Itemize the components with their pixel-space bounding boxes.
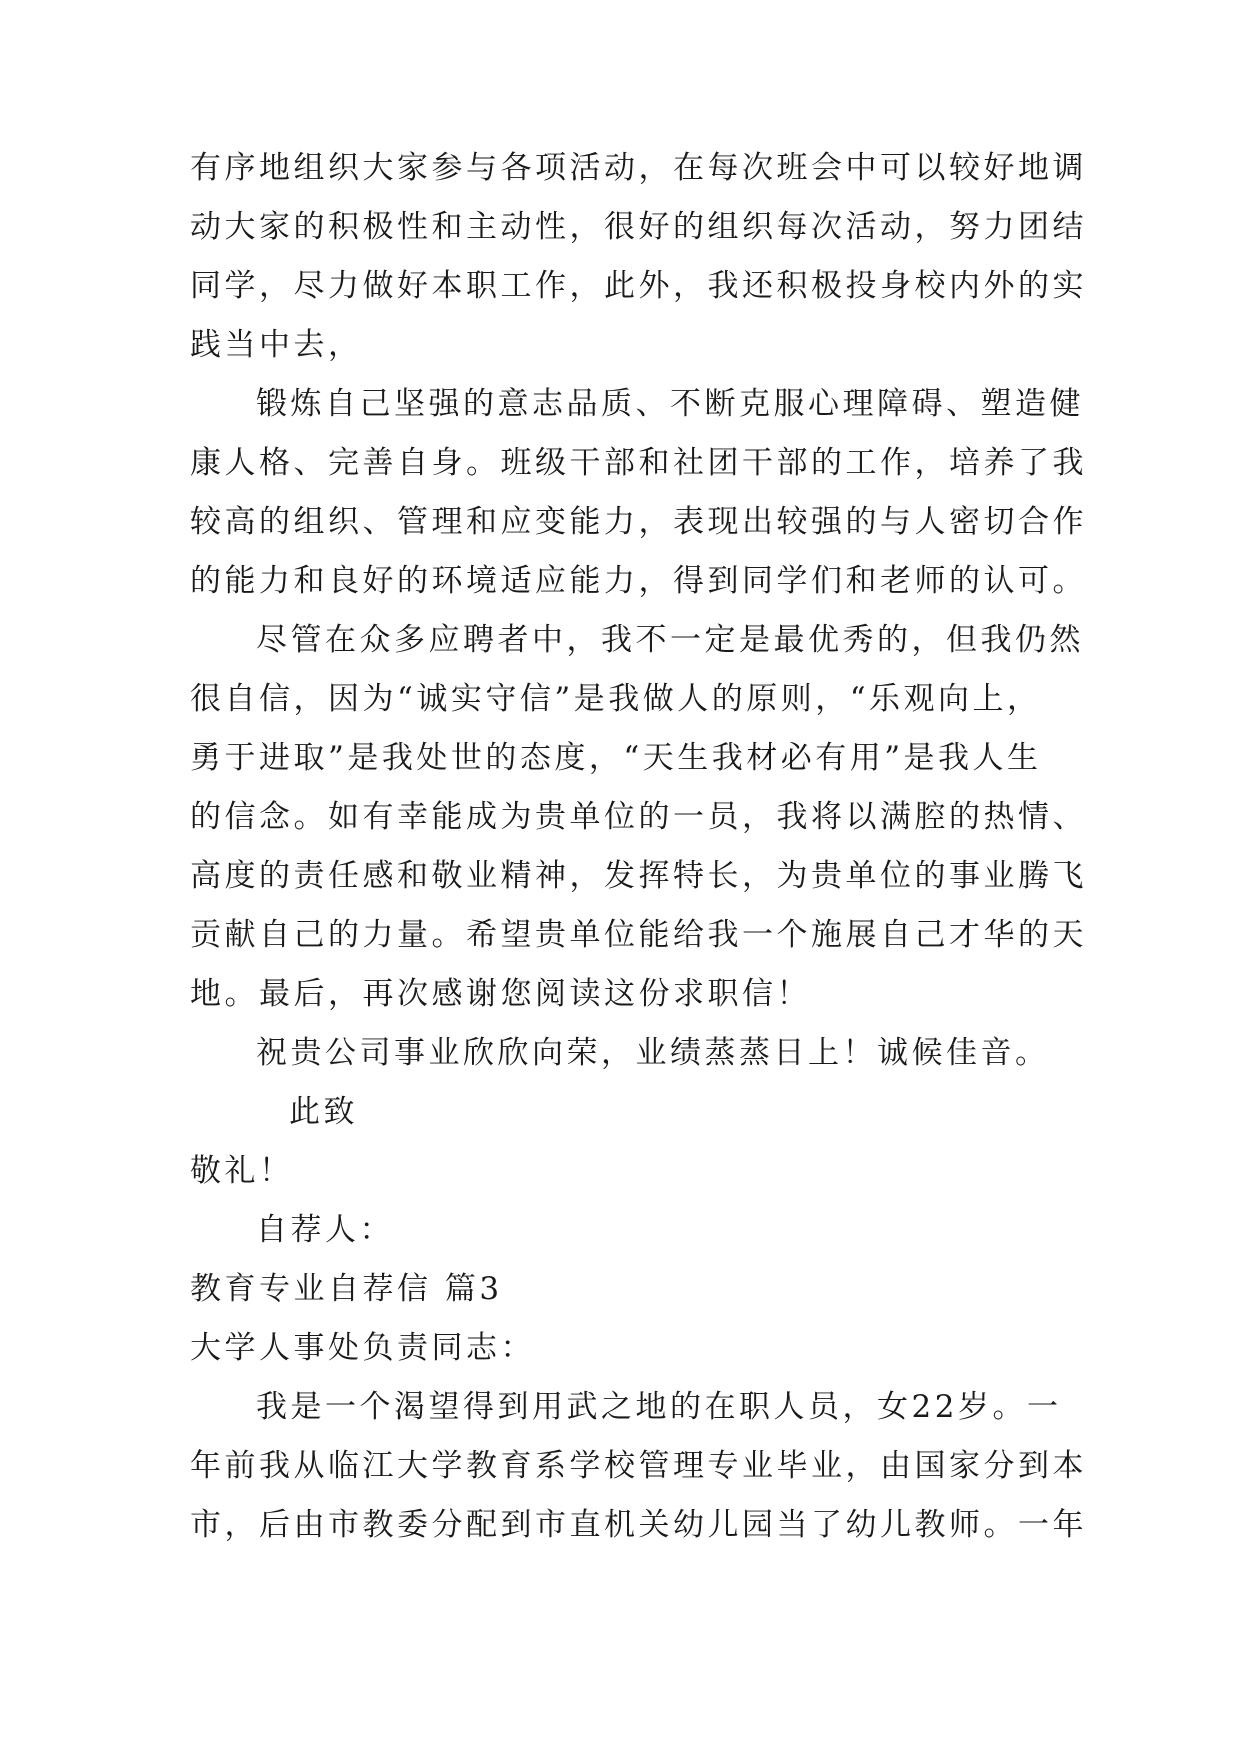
text-line: 有序地组织大家参与各项活动，在每次班会中可以较好地调 bbox=[190, 150, 1087, 186]
text-line: 的信念。如有幸能成为贵单位的一员，我将以满腔的热情、 bbox=[190, 799, 1087, 835]
text-line: 同学，尽力做好本职工作，此外，我还积极投身校内外的实 bbox=[190, 268, 1087, 304]
text-line: 践当中去， bbox=[190, 327, 363, 363]
paragraph-first-line: 我是一个渴望得到用武之地的在职人员，女22岁。一 bbox=[256, 1389, 1062, 1425]
text-line: 贡献自己的力量。希望贵单位能给我一个施展自己才华的天 bbox=[190, 917, 1087, 953]
text-line: 年前我从临江大学教育系学校管理专业毕业，由国家分到本 bbox=[190, 1448, 1087, 1484]
signature-label: 自荐人： bbox=[256, 1212, 394, 1248]
section-heading: 教育专业自荐信 篇3 bbox=[190, 1271, 503, 1307]
paragraph-first-line: 尽管在众多应聘者中，我不一定是最优秀的，但我仍然 bbox=[256, 622, 1084, 658]
text-line: 高度的责任感和敬业精神，发挥特长，为贵单位的事业腾飞 bbox=[190, 858, 1087, 894]
text-line: 很自信，因为“诚实守信”是我做人的原则，“乐观向上， bbox=[190, 681, 1042, 717]
salutation-jingli: 敬礼！ bbox=[190, 1153, 294, 1189]
text-line: 较高的组织、管理和应变能力，表现出较强的与人密切合作 bbox=[190, 504, 1087, 540]
text-line: 动大家的积极性和主动性，很好的组织每次活动，努力团结 bbox=[190, 209, 1087, 245]
closing-wish: 祝贵公司事业欣欣向荣，业绩蒸蒸日上！诚候佳音。 bbox=[256, 1035, 1050, 1071]
letter-addressee: 大学人事处负责同志： bbox=[190, 1330, 535, 1366]
text-line: 康人格、完善自身。班级干部和社团干部的工作，培养了我 bbox=[190, 445, 1087, 481]
text-line: 勇于进取”是我处世的态度，“天生我材必有用”是我人生 bbox=[190, 740, 1042, 776]
text-line: 地。最后，再次感谢您阅读这份求职信！ bbox=[190, 976, 811, 1012]
paragraph-first-line: 锻炼自己坚强的意志品质、不断克服心理障碍、塑造健 bbox=[256, 386, 1084, 422]
text-line: 的能力和良好的环境适应能力，得到同学们和老师的认可。 bbox=[190, 563, 1087, 599]
salutation-cizhi: 此致 bbox=[289, 1094, 358, 1130]
text-line: 市，后由市教委分配到市直机关幼儿园当了幼儿教师。一年 bbox=[190, 1507, 1087, 1543]
